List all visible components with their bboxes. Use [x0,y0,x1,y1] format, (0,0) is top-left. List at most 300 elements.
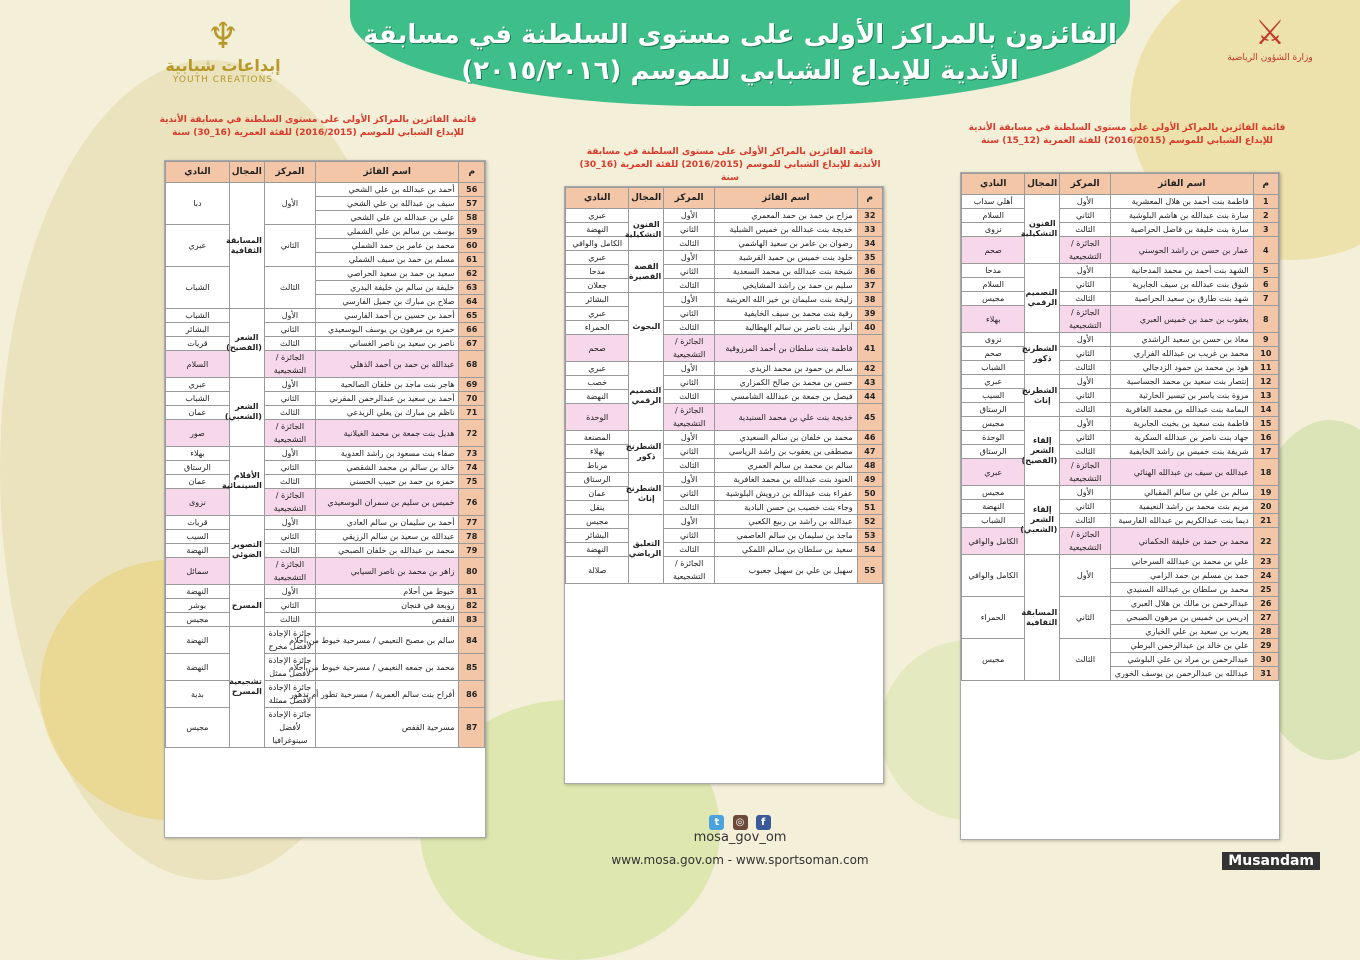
competition-field: تشجيعية المسرح [229,627,264,748]
winner-name: العنود بنت عبدالله بن محمد الغافرية [715,473,858,487]
row-number: 6 [1253,278,1278,292]
competition-field: القصة القصيرة [629,251,664,293]
table-row [166,585,485,599]
row-number: 51 [857,501,882,515]
table-row [166,392,485,406]
winner-name: رضوان بن عامر بن سعيد الهاشمي [715,237,858,251]
winner-rank: الثالث [664,501,715,515]
winner-rank: الثالث [264,544,315,558]
club-name: بوشر [166,599,230,613]
table-row [166,475,485,489]
winner-name: أحمد بن سعيد بن عبدالرحمن المقرني [315,392,459,406]
website-links[interactable]: www.mosa.gov.om - www.sportsoman.com [611,853,869,867]
row-number: 40 [857,321,882,335]
winner-name: حمزه بن حمد بن حبيب الحسني [315,475,459,489]
winner-name: مروة بنت ياسر بن تيسير الحارثية [1111,389,1254,403]
winner-name: خديجة بنت علي بن محمد السنيدية [715,404,858,431]
row-number: 45 [857,404,882,431]
row-number: 4 [1253,237,1278,264]
competition-field: المسابقة الثقافية [1025,555,1060,681]
winner-rank: الثالث [664,279,715,293]
competition-field: الشطرنج ذكور [629,431,664,473]
table-row [566,404,883,431]
row-number: 66 [459,323,485,337]
club-name: مدحا [566,265,629,279]
winner-rank: الجائزة / التشجيعية [1060,237,1111,264]
winner-rank: الأول [1060,195,1111,209]
left-table-caption: قائمة الفائزين بالمراكز الأولى على مستوى السلطنة في مسابقة الأندية للإبداع الشبابي للموسم (2016/2015) للفئة العمرية (16_30) سنة [159,115,477,138]
club-name: المصنعة [566,431,629,445]
left-results-table [165,161,485,748]
row-number: 56 [459,183,485,197]
winner-name: أحمد بن سليمان بن سالم العادي [315,516,459,530]
table-row [962,223,1279,237]
instagram-icon[interactable]: ◎ [733,815,748,830]
club-name: الحمراء [566,321,629,335]
row-number: 38 [857,293,882,307]
row-number: 65 [459,309,485,323]
row-number: 67 [459,337,485,351]
table-row [566,543,883,557]
table-row [962,486,1279,500]
table-row [566,431,883,445]
winner-name: عبدالرحمن بن مراد بن علي البلوشي [1111,653,1254,667]
column-header-rank: المركز [264,162,315,183]
winner-name: محمد بن عبدالله بن خلفان الصبحي [315,544,459,558]
winner-name: القفص [315,613,459,627]
row-number: 60 [459,239,485,253]
middle-table-caption: قائمة الفائزين بالمراكز الأولى على مستوى السلطنة في مسابقة الأندية للإبداع الشبابي للموسم (2016/2015) للفئة العمرية (16_30) سنة [579,147,881,183]
winner-rank: الأول [664,251,715,265]
club-name: مجيس [962,292,1025,306]
winner-name: حسن بن محمد بن صالح الكمزاري [715,376,858,390]
row-number: 63 [459,281,485,295]
table-row [962,278,1279,292]
club-name: عبري [566,251,629,265]
row-number: 9 [1253,333,1278,347]
row-number: 1 [1253,195,1278,209]
winner-name: سعيد بن سلطان بن سالم اللمكي [715,543,858,557]
club-name: ينقل [566,501,629,515]
column-header-name: اسم الفائز [315,162,459,183]
row-number: 12 [1253,375,1278,389]
winner-name: زاهر بن محمد بن ناصر السيابي [315,558,459,585]
row-number: 31 [1253,667,1278,681]
club-name: جعلان [566,279,629,293]
winner-name: خلود بنت خميس بن حميد القرشية [715,251,858,265]
club-name: الرستاق [962,403,1025,417]
winner-name: وجاء بنت خصيب بن حسن البادية [715,501,858,515]
table-row [166,420,485,447]
table-row [962,347,1279,361]
club-name: الكامل والوافي [566,237,629,251]
row-number: 82 [459,599,485,613]
club-name: بهلاء [566,445,629,459]
winner-name: مزاح بن حمد بن حمد المعمري [715,209,858,223]
winner-rank: الجائزة / التشجيعية [664,335,715,362]
club-name: الرستاق [166,461,230,475]
table-row [166,599,485,613]
row-number: 19 [1253,486,1278,500]
club-name: الكامل والوافي [962,555,1025,597]
table-row [566,251,883,265]
table-row [566,293,883,307]
winner-name: عبدالله بن حمد بن أحمد الذهلي [315,351,459,378]
winner-rank: الثالث [664,237,715,251]
row-number: 72 [459,420,485,447]
row-number: 25 [1253,583,1278,597]
column-header-club: النادي [566,188,629,209]
winner-rank: الثاني [264,392,315,406]
winner-name: سعيد بن حمد بن سعيد الحراصي [315,267,459,281]
page-header [350,0,1130,106]
table-row [166,309,485,323]
winner-name: عبدالله بن سعيد بن سالم الرزيقي [315,530,459,544]
winner-rank: الجائزة / التشجيعية [664,404,715,431]
facebook-icon[interactable]: f [756,815,771,830]
club-name: مجيس [962,417,1025,431]
winner-name: محمد بن سلطان بن عبدالله السنيدي [1111,583,1254,597]
winner-name: مسلم بن حمد بن سيف الشملي [315,253,459,267]
winner-name: هود بن محمد بن حمود الزدجالي [1111,361,1254,375]
winner-rank: الأول [264,309,315,323]
table-row [166,708,485,748]
club-name: صحم [962,347,1025,361]
winner-name: سليم بن حمد بن راشد المشايخي [715,279,858,293]
winner-rank: الأول [264,183,315,225]
club-name: قريات [166,337,230,351]
competition-field: التصوير الضوئي [229,516,264,585]
winner-rank: الثاني [664,487,715,501]
competition-field: الشطرنج ذكور [1025,333,1060,375]
row-number: 69 [459,378,485,392]
table-row [962,375,1279,389]
winner-rank: الثالث [664,321,715,335]
table-row [962,237,1279,264]
club-name: النهضة [166,654,230,681]
row-number: 86 [459,681,485,708]
winner-rank: الثالث [1060,639,1111,681]
table-row [962,597,1279,611]
winner-rank: الثالث [1060,292,1111,306]
table-row [566,307,883,321]
winner-name: سالم بن محمد بن سالم العمري [715,459,858,473]
club-name: الشباب [166,267,230,309]
column-header-field: المجال [1025,174,1060,195]
winner-name: شوق بنت عبدالله بن سيف الجابرية [1111,278,1254,292]
table-row [166,406,485,420]
table-row [566,445,883,459]
winner-name: سالم بن مصبح النعيمي / مسرحية خيوط من أحلام [315,627,459,654]
row-number: 42 [857,362,882,376]
row-number: 44 [857,390,882,404]
table-row [962,292,1279,306]
winner-rank: الثالث [1060,403,1111,417]
table-row [962,417,1279,431]
winner-name: جهاد بنت ناصر بن عبدالله السكرية [1111,431,1254,445]
table-row [566,557,883,584]
youth-figure-icon: ♆ [206,16,240,57]
winner-rank: جائزة الإجادة لأفضل مخرج [264,627,315,654]
row-number: 46 [857,431,882,445]
winner-rank: الأول [664,431,715,445]
competition-field: الفنون التشكيلية [1025,195,1060,264]
competition-field: المسرح [229,585,264,627]
table-row [566,362,883,376]
competition-field: إلقاء الشعر (الفصيح) [1025,417,1060,486]
club-name: عبري [566,362,629,376]
table-row [166,558,485,585]
row-number: 33 [857,223,882,237]
row-number: 74 [459,461,485,475]
club-name: السيب [962,389,1025,403]
table-row [962,264,1279,278]
winner-rank: الجائزة / التشجيعية [264,558,315,585]
row-number: 64 [459,295,485,309]
ministry-logo [1220,14,1320,100]
winner-rank: الثالث [664,543,715,557]
table-row [566,209,883,223]
table-row [566,501,883,515]
club-name: مجيس [566,515,629,529]
table-row [962,361,1279,375]
winner-name: محمد بن عامر بن حمد الشملي [315,239,459,253]
winner-name: محمد بن جمعه النعيمي / مسرحية خيوط من أحلام [315,654,459,681]
winner-name: خليفة بن سالم بن خليفة البدري [315,281,459,295]
winner-name: محمد بن خلفان بن سالم السعيدي [715,431,858,445]
winner-rank: الثاني [1060,389,1111,403]
winner-name: إنتصار بنت سعيد بن محمد الجساسية [1111,375,1254,389]
row-number: 30 [1253,653,1278,667]
club-name: الوحدة [962,431,1025,445]
winner-name: عبدالله بن عبدالرحمن بن يوسف الخوري [1111,667,1254,681]
table-row [566,473,883,487]
table-row [166,351,485,378]
competition-field: التصميم الرقمي [629,362,664,431]
row-number: 41 [857,335,882,362]
table-header-row [166,162,485,183]
winner-rank: الثالث [264,406,315,420]
social-handle: mosa_gov_om [693,830,787,845]
row-number: 11 [1253,361,1278,375]
club-name: صحم [566,335,629,362]
winner-name: يعقوب بن حمد بن خميس العبري [1111,306,1254,333]
winner-name: عفراء بنت عبدالله بن درويش البلوشية [715,487,858,501]
row-number: 14 [1253,403,1278,417]
winner-rank: الثاني [1060,347,1111,361]
logo-english-text: YOUTH CREATIONS [172,75,274,85]
club-name: البشائر [566,529,629,543]
row-number: 34 [857,237,882,251]
winner-rank: الثالث [264,613,315,627]
club-name: النهضة [566,223,629,237]
winner-rank: الأول [664,515,715,529]
row-number: 59 [459,225,485,239]
winner-name: خالد بن سالم بن محمد الشقصي [315,461,459,475]
row-number: 48 [857,459,882,473]
row-number: 81 [459,585,485,599]
table-row [566,487,883,501]
youth-creations-logo [158,18,288,98]
club-name: البشائر [166,323,230,337]
left-table-panel [164,160,486,838]
row-number: 23 [1253,555,1278,569]
column-header-rank: المركز [664,188,715,209]
club-name: سمائل [166,558,230,585]
row-number: 39 [857,307,882,321]
competition-field: الشطرنج إناث [1025,375,1060,417]
row-number: 13 [1253,389,1278,403]
table-row [962,445,1279,459]
row-number: 18 [1253,459,1278,486]
table-row [166,447,485,461]
column-header-club: النادي [962,174,1025,195]
winner-name: الشهد بنت أحمد بن محمد المدحانية [1111,264,1254,278]
table-row [962,333,1279,347]
winner-name: عبدالرحمن بن مالك بن هلال العبري [1111,597,1254,611]
club-name: مجيس [166,613,230,627]
row-number: 15 [1253,417,1278,431]
club-name: النهضة [166,585,230,599]
club-name: نزوى [962,333,1025,347]
right-table-caption: قائمة الفائزين بالمراكز الأولى على مستوى السلطنة في مسابقة الأندية للإبداع الشبابي للموسم (2016/2015) للفئة العمرية (12_15) سنة [968,123,1286,146]
winner-name: أنوار بنت ناصر بن سالم الهطالية [715,321,858,335]
winner-rank: الثالث [264,475,315,489]
column-header-field: المجال [229,162,264,183]
row-number: 83 [459,613,485,627]
winner-name: زوبعة في فنجان [315,599,459,613]
row-number: 73 [459,447,485,461]
row-number: 28 [1253,625,1278,639]
club-name: السيب [166,530,230,544]
winner-rank: الأول [1060,555,1111,597]
right-table-panel [960,172,1280,840]
club-name: دبا [166,183,230,225]
club-name: أهلي سداب [962,195,1025,209]
club-name: عبري [962,375,1025,389]
winner-rank: جائزة الإجادة لأفضل ممثل [264,654,315,681]
winner-rank: الجائزة / التشجيعية [1060,459,1111,486]
club-name: بدية [166,681,230,708]
table-row [566,279,883,293]
winner-name: معاذ بن حسن بن سعيد الراشدي [1111,333,1254,347]
table-row [962,500,1279,514]
table-header-row [962,174,1279,195]
club-name: النهضة [166,627,230,654]
table-row [166,489,485,516]
winner-name: خميس بن سليم بن سمران البوسعيدي [315,489,459,516]
column-header-number: م [459,162,485,183]
table-row [566,321,883,335]
club-name: النهضة [962,500,1025,514]
table-row [962,403,1279,417]
club-name: الوحدة [566,404,629,431]
competition-field: المسابقة الثقافية [229,183,264,309]
competition-field: الفنون التشكيلية [629,209,664,251]
winner-rank: الثاني [1060,597,1111,639]
winner-rank: الثالث [1060,445,1111,459]
row-number: 43 [857,376,882,390]
row-number: 57 [459,197,485,211]
winner-name: يعرب بن سعيد بن علي الخياري [1111,625,1254,639]
winner-rank: الثالث [1060,514,1111,528]
winner-rank: الجائزة / التشجيعية [264,489,315,516]
winner-name: حمزه بن مرهون بن يوسف البوسعيدي [315,323,459,337]
winner-name: علي بن محمد بن عبدالله السرحاني [1111,555,1254,569]
winner-name: صفاء بنت مسعود بن راشد العدوية [315,447,459,461]
winner-rank: الأول [664,293,715,307]
column-header-name: اسم الفائز [1111,174,1254,195]
winner-name: مريم بنت محمد بن راشد النعيمية [1111,500,1254,514]
winner-name: علي بن خالد بن عبدالرحمن البرطي [1111,639,1254,653]
club-name: البشائر [566,293,629,307]
winner-rank: الثاني [664,307,715,321]
competition-field: إلقاء الشعر (الشعبي) [1025,486,1060,555]
winner-name: سارة بنت خليفة بن فاضل الحراصية [1111,223,1254,237]
row-number: 78 [459,530,485,544]
column-header-number: م [1253,174,1278,195]
table-row [166,544,485,558]
club-name: صلالة [566,557,629,584]
row-number: 47 [857,445,882,459]
middle-results-table [565,187,883,584]
winner-rank: الجائزة / التشجيعية [264,420,315,447]
column-header-rank: المركز [1060,174,1111,195]
row-number: 26 [1253,597,1278,611]
winner-rank: الثاني [1060,209,1111,223]
ministry-name: وزارة الشؤون الرياضية [1227,53,1313,63]
table-row [166,654,485,681]
club-name: الشباب [166,392,230,406]
club-name: مجيس [166,708,230,748]
table-row [962,195,1279,209]
winner-rank: الثاني [664,445,715,459]
winner-rank: الأول [1060,333,1111,347]
club-name: نزوى [962,223,1025,237]
row-number: 52 [857,515,882,529]
table-row [566,265,883,279]
table-row [166,378,485,392]
row-number: 76 [459,489,485,516]
winner-rank: الجائزة / التشجيعية [1060,528,1111,555]
table-row [166,461,485,475]
row-number: 5 [1253,264,1278,278]
twitter-icon[interactable]: t [709,815,724,830]
winner-name: مسرحية القفص [315,708,459,748]
table-row [166,323,485,337]
competition-field: البحوث [629,293,664,362]
winner-name: عمار بن حسن بن راشد الحوسني [1111,237,1254,264]
middle-table-panel [564,186,884,784]
table-row [566,515,883,529]
winner-rank: الجائزة / التشجيعية [264,351,315,378]
column-header-name: اسم الفائز [715,188,858,209]
table-row [566,529,883,543]
winner-name: ناظم بن مبارك بن يعلي الريدعي [315,406,459,420]
club-name: بهلاء [166,447,230,461]
club-name: الشباب [962,361,1025,375]
winner-rank: الثالث [1060,361,1111,375]
table-row [962,431,1279,445]
row-number: 21 [1253,514,1278,528]
winner-name: فيصل بن جمعة بن عبدالله الشامسي [715,390,858,404]
winner-rank: الأول [264,516,315,530]
row-number: 79 [459,544,485,558]
table-row [962,528,1279,555]
row-number: 36 [857,265,882,279]
row-number: 87 [459,708,485,748]
winner-name: فاطمة بنت سعيد بن بخيت الجابرية [1111,417,1254,431]
